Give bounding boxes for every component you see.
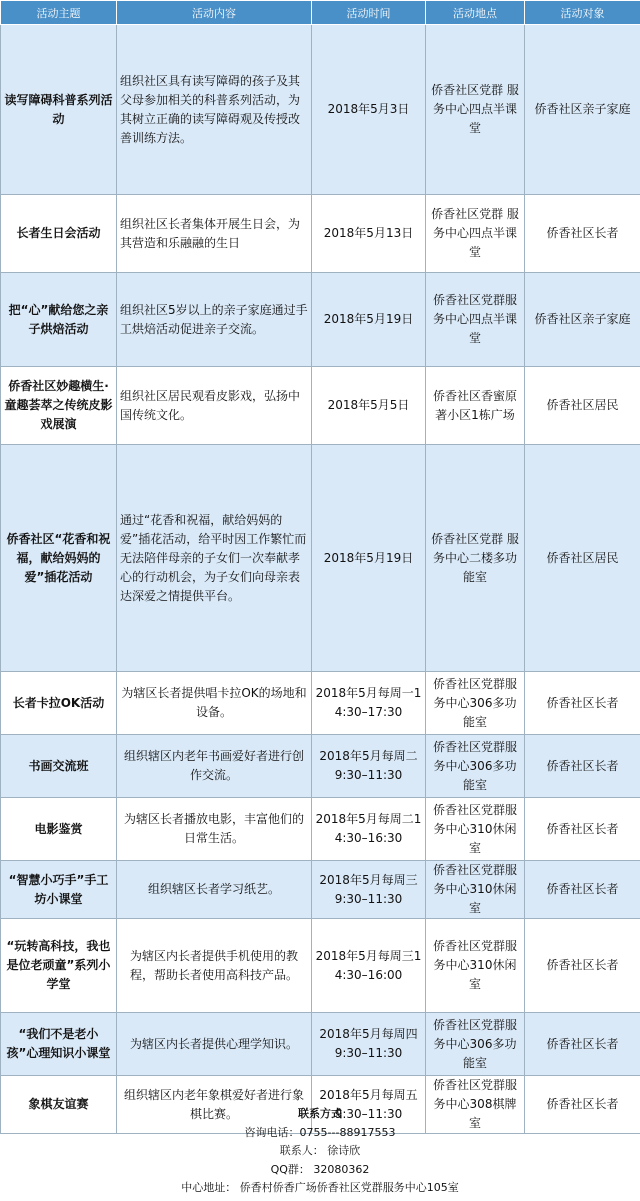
cell-content: 组织辖区内老年书画爱好者进行创作交流。 xyxy=(117,735,312,798)
contact-person: 联系人： 徐诗欣 xyxy=(279,1144,361,1157)
cell-target: 侨香社区长者 xyxy=(525,919,640,1013)
contact-title: 联系方式 xyxy=(298,1107,342,1120)
cell-theme: “玩转高科技，我也是位老顽童”系列小学堂 xyxy=(1,919,117,1013)
cell-target: 侨香社区长者 xyxy=(525,195,640,273)
cell-content: 为辖区内长者提供手机使用的教程，帮助长者使用高科技产品。 xyxy=(117,919,312,1013)
cell-content: 组织辖区内老年象棋爱好者进行象棋比赛。 xyxy=(117,1076,312,1134)
cell-target: 侨香社区长者 xyxy=(525,672,640,735)
cell-theme: 长者卡拉OK活动 xyxy=(1,672,117,735)
cell-target: 侨香社区长者 xyxy=(525,735,640,798)
table-row xyxy=(1,445,640,672)
table-row xyxy=(1,273,640,367)
cell-theme: “我们不是老小孩”心理知识小课堂 xyxy=(1,1013,117,1076)
cell-target: 侨香社区亲子家庭 xyxy=(525,25,640,195)
cell-time: 2018年5月每周二14:30–16:30 xyxy=(312,798,426,861)
cell-content: 组织社区长者集体开展生日会，为其营造和乐融融的生日 xyxy=(117,195,312,273)
table-row xyxy=(1,861,640,919)
table-row xyxy=(1,919,640,1013)
header-target: 活动对象 xyxy=(525,1,640,25)
table-row xyxy=(1,1013,640,1076)
cell-theme: 书画交流班 xyxy=(1,735,117,798)
cell-place: 侨香社区党群 服务中心四点半课堂 xyxy=(426,195,525,273)
cell-theme: 侨香社区“花香和祝福，献给妈妈的爱”插花活动 xyxy=(1,445,117,672)
cell-theme: 读写障碍科普系列活动 xyxy=(1,25,117,195)
cell-content: 为辖区长者提供唱卡拉OK的场地和设备。 xyxy=(117,672,312,735)
cell-target: 侨香社区居民 xyxy=(525,367,640,445)
table-row xyxy=(1,798,640,861)
cell-place: 侨香社区党群服务中心306多功能室 xyxy=(426,735,525,798)
cell-place: 侨香社区党群 服务中心二楼多功能室 xyxy=(426,445,525,672)
table-row xyxy=(1,367,640,445)
cell-content: 为辖区长者播放电影，丰富他们的日常生活。 xyxy=(117,798,312,861)
cell-target: 侨香社区居民 xyxy=(525,445,640,672)
cell-place: 侨香社区党群服务中心310休闲室 xyxy=(426,861,525,919)
contact-section xyxy=(0,1103,640,1201)
header-content: 活动内容 xyxy=(117,1,312,25)
cell-time: 2018年5月每周二9:30–11:30 xyxy=(312,735,426,798)
cell-target: 侨香社区长者 xyxy=(525,1076,640,1134)
cell-place: 侨香社区党群服务中心310休闲室 xyxy=(426,919,525,1013)
cell-time: 2018年5月19日 xyxy=(312,273,426,367)
contact-address: 中心地址： 侨香村侨香广场侨香社区党群服务中心105室 xyxy=(181,1181,459,1194)
cell-time: 2018年5月19日 xyxy=(312,445,426,672)
cell-content: 为辖区内长者提供心理学知识。 xyxy=(117,1013,312,1076)
cell-target: 侨香社区长者 xyxy=(525,1013,640,1076)
cell-time: 2018年5月5日 xyxy=(312,367,426,445)
cell-theme: 象棋友谊赛 xyxy=(1,1076,117,1134)
header-place: 活动地点 xyxy=(426,1,525,25)
table-row xyxy=(1,195,640,273)
cell-content: 组织辖区长者学习纸艺。 xyxy=(117,861,312,919)
cell-place: 侨香社区党群 服务中心四点半课堂 xyxy=(426,25,525,195)
cell-time: 2018年5月每周一14:30–17:30 xyxy=(312,672,426,735)
cell-place: 侨香社区党群服务中心四点半课堂 xyxy=(426,273,525,367)
table-header-row xyxy=(1,1,640,25)
cell-target: 侨香社区长者 xyxy=(525,798,640,861)
cell-place: 侨香社区党群服务中心310休闲室 xyxy=(426,798,525,861)
cell-time: 2018年5月13日 xyxy=(312,195,426,273)
cell-time: 2018年5月每周四9:30–11:30 xyxy=(312,1013,426,1076)
cell-time: 2018年5月每周三9:30–11:30 xyxy=(312,861,426,919)
cell-place: 侨香社区党群服务中心308棋牌室 xyxy=(426,1076,525,1134)
cell-theme: 侨香社区妙趣横生·童趣荟萃之传统皮影戏展演 xyxy=(1,367,117,445)
cell-place: 侨香社区香蜜原著小区1栋广场 xyxy=(426,367,525,445)
table-row xyxy=(1,672,640,735)
cell-time: 2018年5月每周五9:30–11:30 xyxy=(312,1076,426,1134)
table-row xyxy=(1,735,640,798)
cell-content: 组织社区具有读写障碍的孩子及其父母参加相关的科普系列活动，为其树立正确的读写障碍观及传授改善训练方法。 xyxy=(117,25,312,195)
cell-place: 侨香社区党群服务中心306多功能室 xyxy=(426,672,525,735)
header-time: 活动时间 xyxy=(312,1,426,25)
cell-theme: 把“心”献给您之亲子烘焙活动 xyxy=(1,273,117,367)
cell-target: 侨香社区亲子家庭 xyxy=(525,273,640,367)
cell-target: 侨香社区长者 xyxy=(525,861,640,919)
contact-phone: 咨询电话：0755---88917553 xyxy=(244,1125,396,1139)
header-theme: 活动主题 xyxy=(1,1,117,25)
cell-place: 侨香社区党群服务中心306多功能室 xyxy=(426,1013,525,1076)
cell-content: 组织社区5岁以上的亲子家庭通过手工烘焙活动促进亲子交流。 xyxy=(117,273,312,367)
cell-time: 2018年5月每周三14:30–16:00 xyxy=(312,919,426,1013)
cell-content: 组织社区居民观看皮影戏，弘扬中国传统文化。 xyxy=(117,367,312,445)
contact-qq: QQ群： 32080362 xyxy=(270,1162,370,1176)
cell-theme: 电影鉴赏 xyxy=(1,798,117,861)
cell-content: 通过“花香和祝福，献给妈妈的爱”插花活动，给平时因工作繁忙而无法陪伴母亲的子女们一次奉献孝心的行动机会，为子女们向母亲表达深爱之情提供平台。 xyxy=(117,445,312,672)
table-row xyxy=(1,25,640,195)
cell-theme: “智慧小巧手”手工坊小课堂 xyxy=(1,861,117,919)
cell-theme: 长者生日会活动 xyxy=(1,195,117,273)
cell-time: 2018年5月3日 xyxy=(312,25,426,195)
